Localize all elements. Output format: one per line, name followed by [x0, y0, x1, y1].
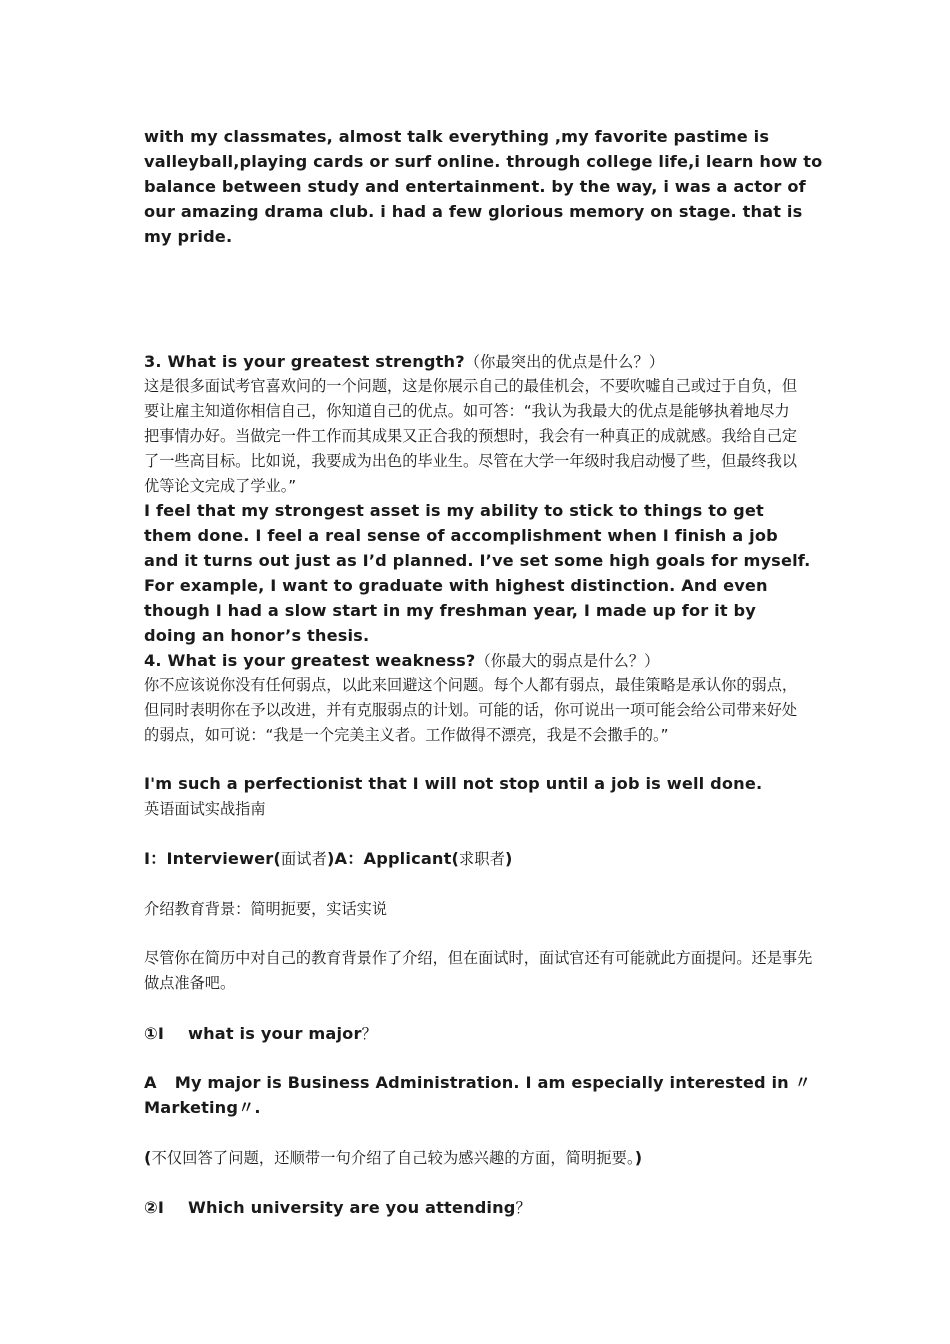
applicant-label: )A：Applicant( — [326, 849, 460, 868]
q3-heading — [144, 349, 824, 375]
q1-mark: ？ — [361, 1025, 377, 1043]
applicant-zh: 求职者 — [459, 850, 506, 868]
q2-mark: ？ — [515, 1199, 531, 1217]
guide-title: 英语面试实战指南 — [144, 800, 266, 818]
q4-heading — [144, 648, 824, 674]
q4-question-zh: （你最大的弱点是什么？） — [475, 652, 660, 670]
q4-question: 4. What is your greatest weakness? — [144, 651, 476, 670]
education-paragraph: 尽管你在简历中对自己的教育背景作了介绍，但在面试时，面试官还有可能就此方面提问。还是事先做点准备吧。 — [144, 949, 813, 992]
roles-close: ) — [505, 849, 513, 868]
q3-advice-zh: 这是很多面试考官喜欢问的一个问题，这是你展示自己的最佳机会，不要吹嘘自己或过于自负，但要让雇主知道你相信自己，你知道自己的优点。如可答：“我认为我最大的优点是能够执着地尽力把事情办好。当做完一件工作而其成果又正合我的预想时，我会有一种真正的成就感。我给自己定了一些高目标。比如说，我要成为出色的毕业生。尽管在大学一年级时我启动慢了些，但最终我以优等论文完成了学业。” — [144, 377, 798, 495]
intro-paragraph: with my classmates, almost talk everything ,my favorite pastime is valleyball,playing cards or surf online. through college life,i learn how to balance between study and entertainment. by the way, i was a actor of our amazing drama club. i had a few glorious memory on stage. that is my pride. — [144, 127, 823, 246]
q3-question: 3. What is your greatest strength? — [144, 352, 465, 371]
education-heading: 介绍教育背景：简明扼要，实话实说 — [144, 900, 387, 918]
q3-answer: I feel that my strongest asset is my ability to stick to things to get them done. I feel a real sense of accomplishment when I finish a job and it turns out just as I’d planned. I’ve set some high goals for myself. For example, I want to graduate with highest distinction. And even though I had a slow start in my freshman year, I made up for it by doing an honor’s thesis. — [144, 501, 811, 645]
note-open: ( — [144, 1148, 152, 1167]
q2-prefix: ②I — [144, 1198, 165, 1217]
q4-answer: I'm such a perfectionist that I will not stop until a job is well done. — [144, 774, 763, 793]
roles-line — [144, 846, 824, 872]
q1-text: what is your major — [188, 1024, 362, 1043]
note-zh: 不仅回答了问题，还顺带一句介绍了自己较为感兴趣的方面，简明扼要。 — [151, 1149, 635, 1167]
dialog-note — [144, 1145, 824, 1171]
interviewer-label: I：Interviewer( — [144, 849, 281, 868]
q3-question-zh: （你最突出的优点是什么？） — [464, 353, 665, 371]
dialog-q1 — [144, 1021, 824, 1047]
dialog-q2 — [144, 1195, 824, 1221]
note-close: ) — [634, 1148, 643, 1167]
q1-prefix: ①I — [144, 1024, 165, 1043]
a1-prefix: A — [144, 1073, 157, 1092]
q4-advice-zh: 你不应该说你没有任何弱点，以此来回避这个问题。每个人都有弱点，最佳策略是承认你的弱点，但同时表明你在予以改进，并有克服弱点的计划。可能的话，你可说出一项可能会给公司带来好处的弱点，如可说：“我是一个完美主义者。工作做得不漂亮，我是不会撒手的。” — [144, 676, 798, 744]
q2-text: Which university are you attending — [188, 1198, 516, 1217]
a1-text: My major is Business Administration. I am especially interested in 〃Marketing〃. — [144, 1073, 811, 1117]
interviewer-zh: 面试者 — [280, 850, 327, 868]
dialog-a1 — [144, 1070, 814, 1120]
